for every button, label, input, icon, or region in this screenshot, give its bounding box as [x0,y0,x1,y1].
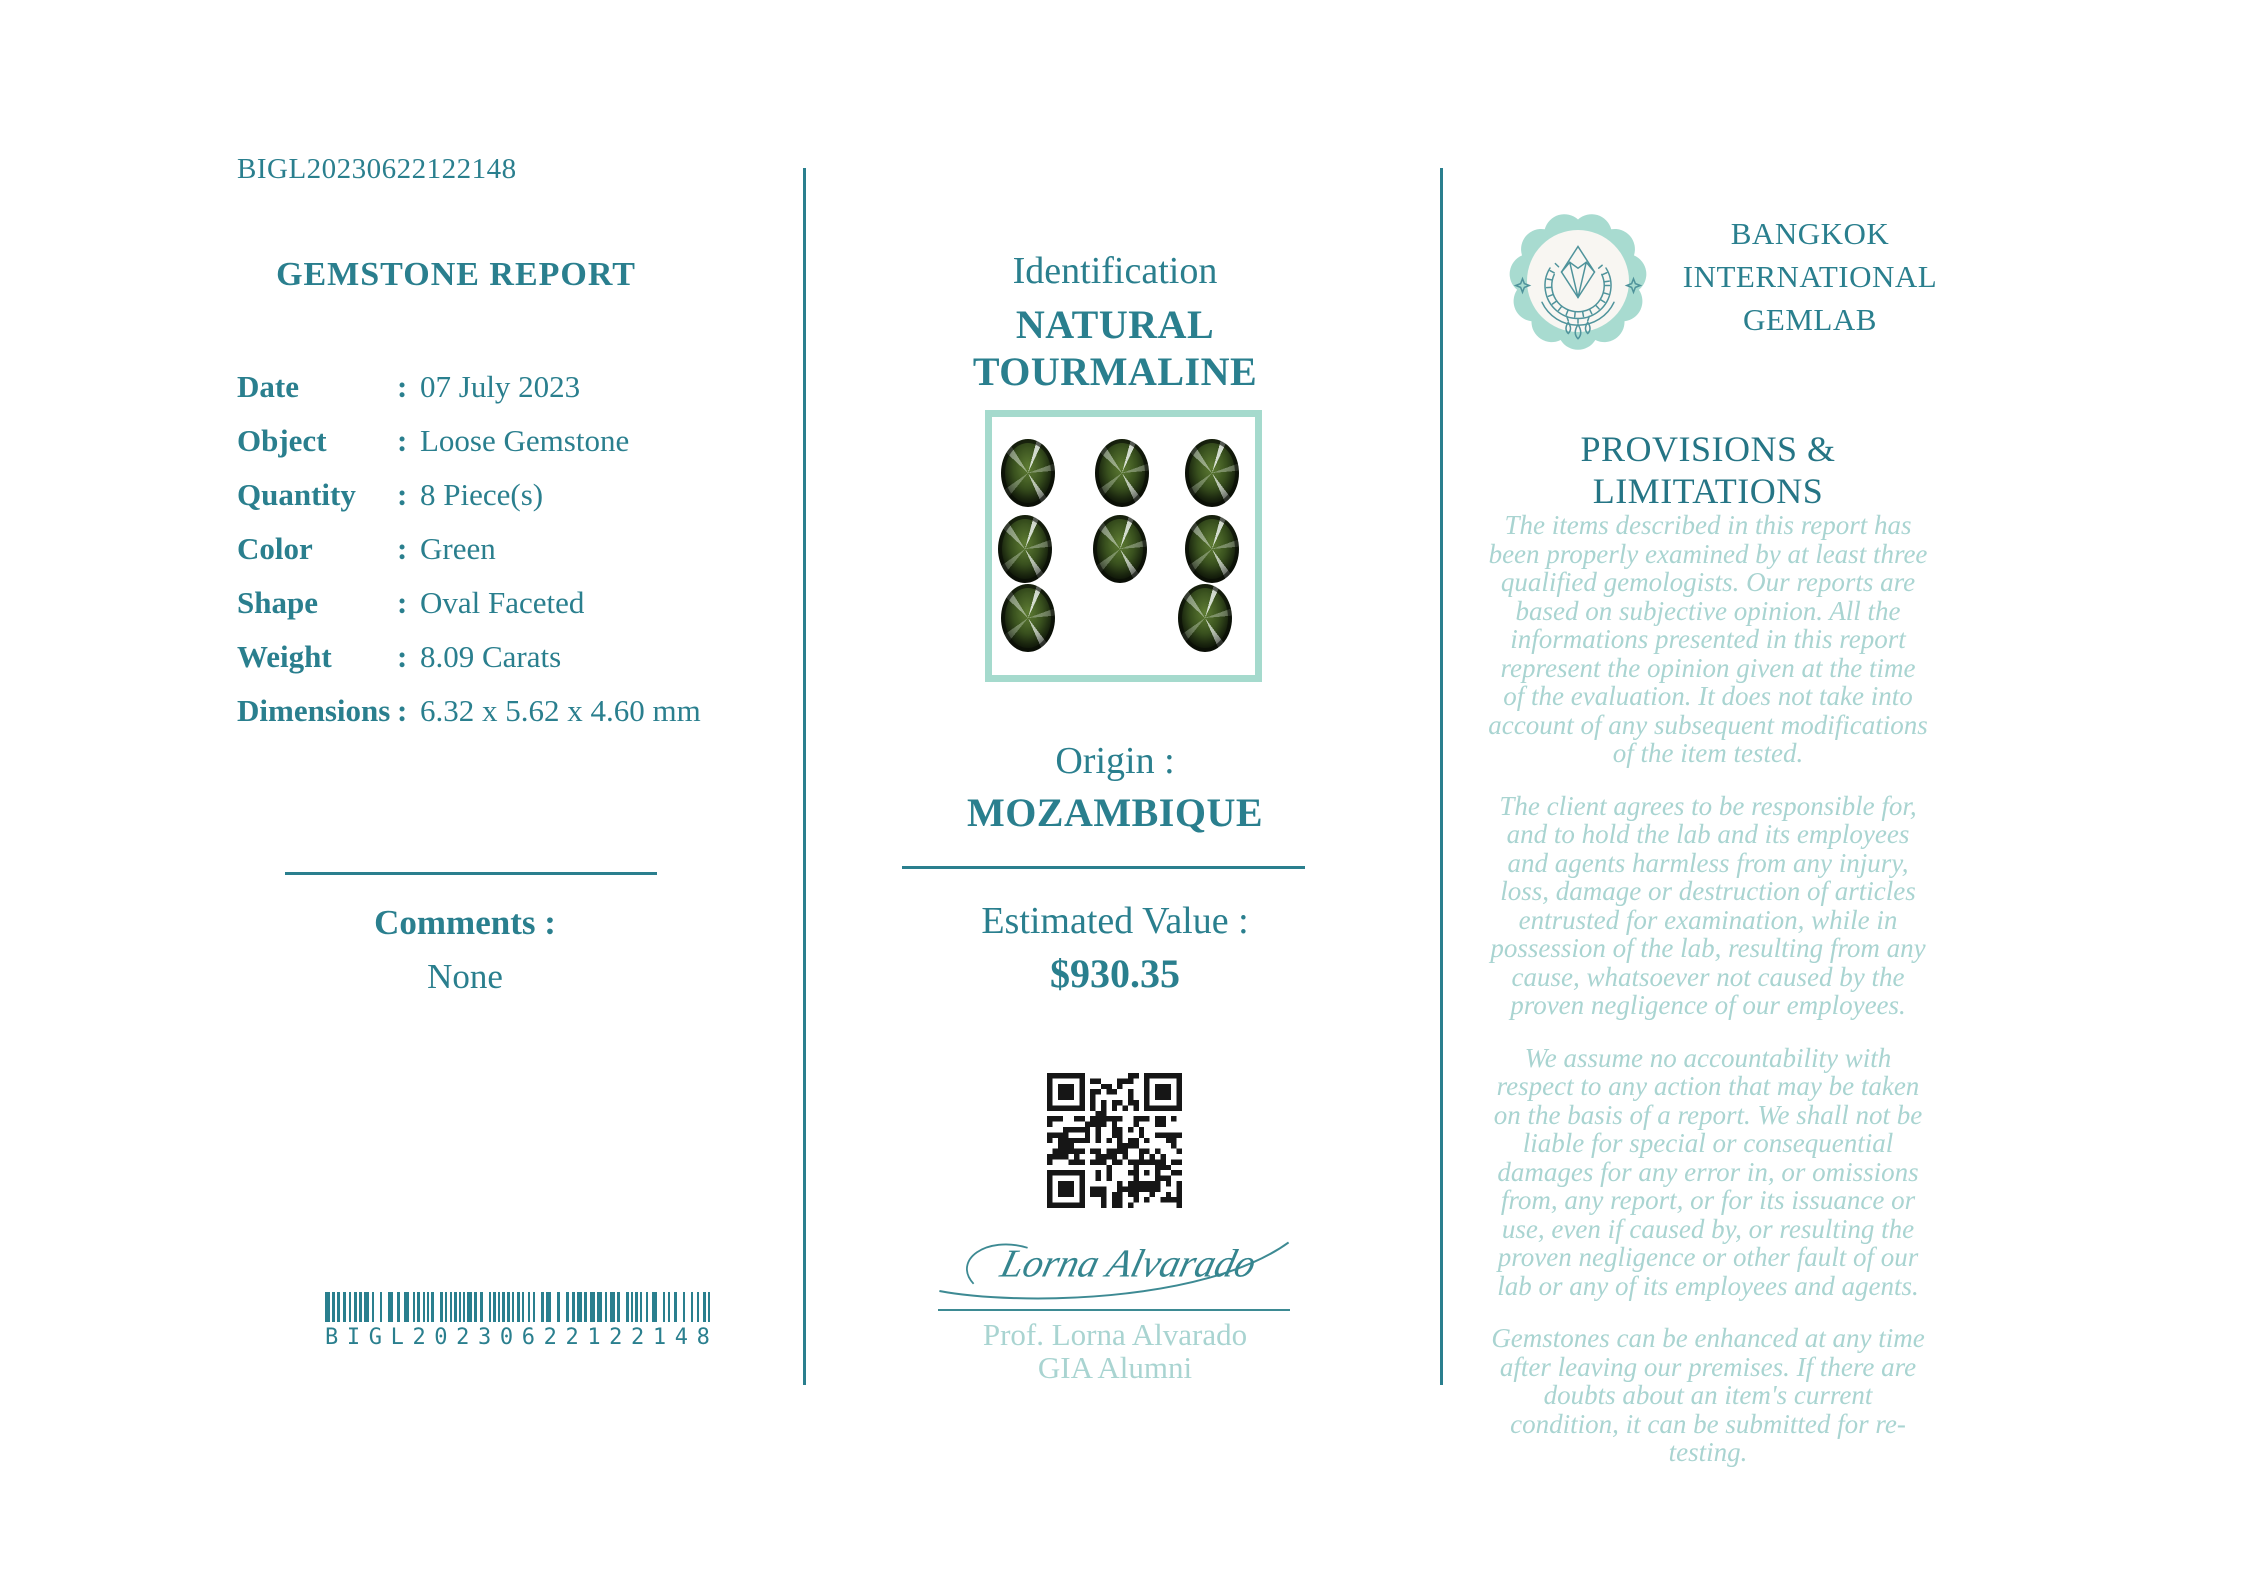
field-label: Quantity [237,477,356,512]
signatory-title: GIA Alumni [1037,1350,1193,1385]
field-value: Loose Gemstone [420,423,630,458]
field-row [230,684,730,738]
field-label: Weight [237,639,332,674]
gemstone-image [1093,515,1147,583]
origin-value: MOZAMBIQUE [966,790,1264,835]
gemstone-photo [985,410,1262,682]
field-colon: : [397,639,408,674]
gemstone-image [1001,584,1055,652]
estimated-value-label: Estimated Value : [981,900,1249,942]
comments-label: Comments : [374,903,556,942]
field-row [230,630,730,684]
field-value: Green [420,531,496,566]
field-row [230,360,730,414]
field-label: Date [237,369,299,404]
provisions-heading: PROVISIONS & LIMITATIONS [1580,429,1836,511]
column-divider-right [1440,168,1443,1385]
field-label: Dimensions [237,693,391,728]
field-colon: : [397,585,408,620]
qr-code [1047,1073,1182,1208]
field-colon: : [397,423,408,458]
field-value: 6.32 x 5.62 x 4.60 mm [420,693,701,728]
report-number: BIGL20230622122148 [237,153,517,185]
field-value: 07 July 2023 [420,369,581,404]
origin-value-divider [902,866,1305,869]
field-row [230,468,730,522]
field-colon: : [397,531,408,566]
identification-heading: Identification [1012,250,1218,292]
gemstone-image [1185,439,1239,507]
signature [934,1220,1294,1308]
field-colon: : [397,477,408,512]
field-label: Color [237,531,313,566]
lab-name-line: GEMLAB [1743,302,1877,337]
provision-paragraph: The client agrees to be responsible for, and to hold the lab and its employees and agents harmless from any injury, loss, damage or destruction of articles entrusted for examination, while in possession of the lab, resulting from any cause, whatsoever not caused by the proven negligence of our employees. [1490,790,1926,1020]
provision-paragraph: The items described in this report has been properly examined by at least three qualified gemologists. Our reports are based on subjective opinion. All the informations presented in this report represent the opinion given at the time of the evaluation. It does not take into account of any subsequent modifications of the item tested. [1488,510,1928,768]
gemstone-image [1185,515,1239,583]
field-label: Shape [237,585,318,620]
signature-line [938,1309,1290,1311]
barcode-text: B I G L 2 0 2 3 0 6 2 2 1 2 2 1 4 8 [325,1325,710,1350]
report-title: GEMSTONE REPORT [276,256,636,293]
field-label: Object [237,423,327,458]
gemstone-image [998,515,1052,583]
column-divider-left [803,168,806,1385]
field-value: 8.09 Carats [420,639,562,674]
comments-value: None [427,957,503,996]
gemstone-image [1001,439,1055,507]
lab-name-line: BANGKOK [1730,216,1890,251]
comments-divider [285,872,657,875]
field-colon: : [397,369,408,404]
signatory-name: Prof. Lorna Alvarado [982,1317,1248,1352]
report-fields [230,360,730,738]
barcode-bars [325,1292,710,1322]
signature-text: Lorna Alvarado [996,1241,1261,1286]
provisions-text [1488,511,1928,1491]
lab-name-line: INTERNATIONAL [1682,259,1938,294]
lab-logo-badge-icon [1503,206,1653,356]
lab-name [1645,212,1975,341]
field-row [230,522,730,576]
species-name: NATURAL TOURMALINE [972,302,1258,394]
barcode [325,1292,710,1350]
gemstone-image [1178,584,1232,652]
field-value: 8 Piece(s) [420,477,544,512]
field-row [230,576,730,630]
origin-label: Origin : [1055,740,1175,782]
provision-paragraph: Gemstones can be enhanced at any time after leaving our premises. If there are doubts about an item's current condition, it can be submitted for re-testing. [1491,1323,1925,1467]
provision-paragraph: We assume no accountability with respect to any action that may be taken on the basis of a report. We shall not be liable for special or consequential damages for any error in, or omissions from, any report, or for its issuance or use, even if caused by, or resulting the proven negligence or other fault of our lab or any of its employees and agents. [1493,1042,1923,1301]
field-value: Oval Faceted [420,585,585,620]
estimated-value-amount: $930.35 [1050,951,1180,996]
gemstone-image [1095,439,1149,507]
field-colon: : [397,693,408,728]
field-row [230,414,730,468]
